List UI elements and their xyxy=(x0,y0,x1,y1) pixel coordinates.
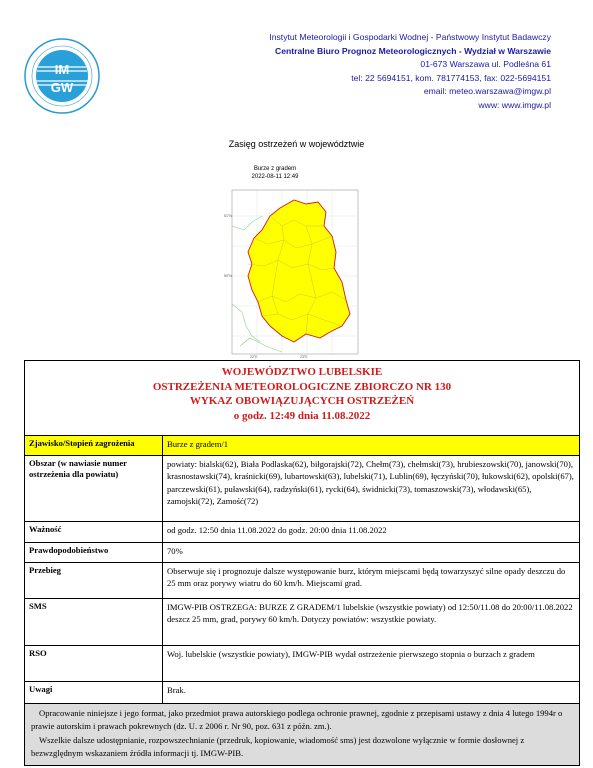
row-label: Ważność xyxy=(25,522,163,542)
map-title-phenomenon: Burze z gradem xyxy=(253,166,297,172)
svg-text:GW: GW xyxy=(50,80,74,95)
row-value: Burze z gradem/1 xyxy=(167,439,229,449)
row-przebieg xyxy=(25,562,579,598)
row-value: 70% xyxy=(167,546,183,556)
row-label: Przebieg xyxy=(25,563,163,598)
voivodeship-map xyxy=(222,186,362,358)
address: 01-673 Warszawa ul. Podleśna 61 xyxy=(420,59,551,70)
svg-text:50°N: 50°N xyxy=(224,274,232,278)
copyright-footer xyxy=(25,703,579,765)
row-label: RSO xyxy=(25,646,163,681)
phone: tel: 22 5694151, kom. 781774153, fax: 022-5694151 xyxy=(351,72,551,83)
row-rso xyxy=(25,645,579,681)
row-value: Brak. xyxy=(167,685,186,695)
institute-name: Instytut Meteorologii i Gospodarki Wodnej - Państwowy Instytut Badawczy xyxy=(269,32,551,42)
svg-text:23°E: 23°E xyxy=(300,355,308,358)
row-obszar xyxy=(25,455,579,521)
imgw-logo xyxy=(23,37,101,115)
email[interactable]: email: meteo.warszawa@imgw.pl xyxy=(423,86,551,97)
row-value: Woj. lubelskie (wszystkie powiaty), IMGW-PIB wydał ostrzeżenie pierwszego stopnia o burzach z gradem xyxy=(167,649,535,659)
svg-text:IM: IM xyxy=(54,62,70,77)
institute-header xyxy=(191,31,551,113)
row-label: SMS xyxy=(25,599,163,645)
website[interactable]: www: www.imgw.pl xyxy=(478,99,551,110)
heading-list: WYKAZ OBOWIĄZUJĄCYCH OSTRZEŻEŃ xyxy=(189,395,415,407)
heading-bulletin: OSTRZEŻENIA METEOROLOGICZNE ZBIORCZO NR 130 xyxy=(152,380,452,393)
office-name: Centralne Biuro Prognoz Meteorologicznych - Wydział w Warszawie xyxy=(275,45,551,56)
row-label: Prawdopodobieństwo xyxy=(25,543,163,562)
map-caption: Zasięg ostrzeżeń w województwie xyxy=(228,139,365,149)
row-value: powiaty: bialski(62), Biała Podlaska(62), biłgorajski(72), Chełm(73), chełmski(73), hrubieszowski(70), janowski(70), krasnostawski(74), kraśnicki(69), lubartowski(63), lubelski(71), Lublin(69), łęczyński(70), łukowski(62), opolski(67), parczewski(61), puławski(64), radzyński(61), rycki(64), świdnicki(73), tomaszowski(73), włodawski(65), zamojski(72), Zamość(72) xyxy=(167,459,574,507)
row-value: IMGW-PIB OSTRZEGA: BURZE Z GRADEM/1 lubelskie (wszystkie powiaty) od 12:50/11.08 do 20:00/11.08.2022 deszcz 25 mm, grad, porywy 60 km/h. Dotyczy powiatów: wszystkie powiaty. xyxy=(167,602,573,625)
row-label: Zjawisko/Stopień zagrożenia xyxy=(25,436,163,455)
heading-time: o godz. 12:49 dnia 11.08.2022 xyxy=(233,409,371,422)
distribution-note: Wszelkie dalsze udostępnianie, rozpowszechnianie (przedruk, kopiowanie, wiadomość sms) jest dozwolone wyłącznie w formie dosłownej z bezwzględnym wskazaniem źródła informacji tj. IMGW-PIB. xyxy=(31,734,525,759)
row-label: Obszar (w nawiasie numer ostrzeżenia dla powiatu) xyxy=(25,456,163,521)
map-title xyxy=(230,165,320,181)
map-title-date: 2022-08-11 12:49 xyxy=(251,174,299,180)
svg-text:51°N: 51°N xyxy=(224,214,232,218)
row-prawdopodobienstwo xyxy=(25,542,579,562)
row-label: Uwagi xyxy=(25,682,163,703)
row-zjawisko xyxy=(25,435,579,455)
row-value: Obserwuje się i prognozuje dalsze występowanie burz, którym miejscami będą towarzyszyć silne opady deszczu do 25 mm oraz porywy wiatru do 60 km/h. Miejscami grad. xyxy=(167,566,566,589)
row-uwagi xyxy=(25,681,579,703)
svg-text:22°E: 22°E xyxy=(250,355,258,358)
row-sms xyxy=(25,598,579,645)
copyright-note: Opracowanie niniejsze i jego format, jako przedmiot prawa autorskiego podlega ochronie prawnej, zgodnie z przepisami ustawy z dnia 4 lutego 1994r o prawie autorskim i prawach pokrewnych (dz. U. z 2006 r. Nr 90, poz. 631 z późn. zm.). xyxy=(31,708,563,732)
row-value: od godz. 12:50 dnia 11.08.2022 do godz. 20:00 dnia 11.08.2022 xyxy=(167,525,387,535)
warning-table xyxy=(24,360,580,766)
row-waznosc xyxy=(25,521,579,542)
heading-voivodeship: WOJEWÓDZTWO LUBELSKIE xyxy=(221,366,383,378)
warning-heading xyxy=(25,361,579,435)
